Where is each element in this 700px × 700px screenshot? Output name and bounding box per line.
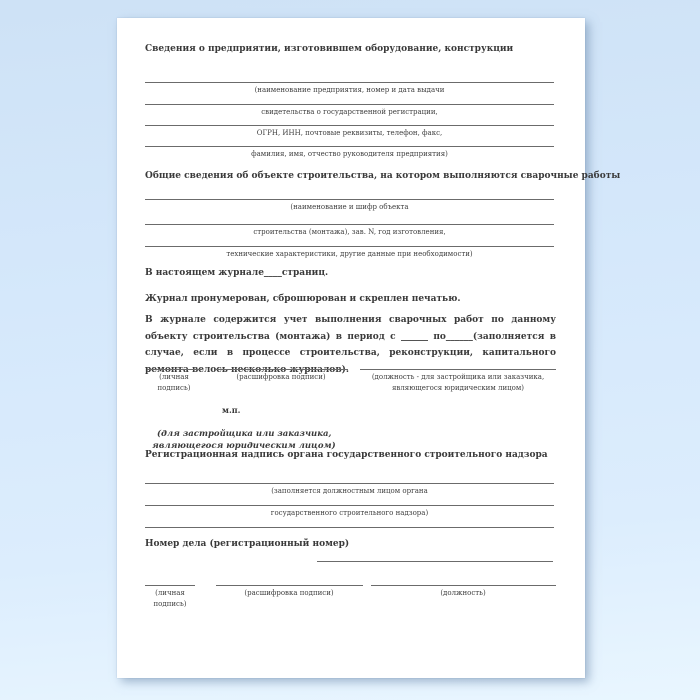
signature-name-caption: (расшифровка подписи) — [244, 589, 334, 597]
line-caption: (наименование предприятия, номер и дата выдачи — [254, 86, 445, 94]
signature-position-caption: (должность) — [440, 589, 486, 597]
write-in-line — [145, 505, 554, 506]
case-number-line — [317, 561, 553, 562]
stamp-note-line-2: являющегося юридическим лицом) — [152, 441, 336, 451]
line-caption: государственного строительного надзора) — [270, 509, 429, 517]
stamp-note-line-1: (для застройщика или заказчика, — [157, 429, 332, 439]
line-caption: ОГРН, ИНН, почтовые реквизиты, телефон, факс, — [256, 129, 443, 137]
signature-name-line — [216, 585, 363, 586]
write-in-line — [145, 104, 554, 105]
write-in-line — [145, 199, 554, 200]
manufacturer-section-title: Сведения о предприятии, изготовившем оборудование, конструкции — [145, 44, 514, 54]
write-in-line — [145, 246, 554, 247]
write-in-line — [145, 82, 554, 83]
pages-statement: В настоящем журнале____страниц. — [145, 268, 329, 278]
registration-section-title: Регистрационная надпись органа государственного строительного надзора — [145, 450, 548, 460]
signature-line — [145, 585, 195, 586]
line-caption: технические характеристики, другие данные при необходимости) — [226, 250, 473, 258]
write-in-line — [145, 146, 554, 147]
form-page — [117, 18, 621, 678]
signature-position-line — [360, 369, 556, 370]
line-caption: (заполняется должностным лицом органа — [271, 487, 428, 495]
signature-position-caption: (должность - для застройщика или заказчика, являющегося юридическим лицом) — [371, 373, 545, 392]
write-in-line — [145, 125, 554, 126]
signature-caption: (личная подпись) — [157, 373, 191, 392]
line-caption: строительства (монтажа), зав. N, год изготовления, — [253, 228, 446, 236]
write-in-line — [145, 527, 554, 528]
stamp-place-abbr: м.п. — [222, 405, 241, 415]
case-number-label: Номер дела (регистрационный номер) — [145, 539, 350, 549]
line-caption: (наименование и шифр объекта — [290, 203, 409, 211]
signature-name-line — [215, 369, 348, 370]
object-section-title: Общие сведения об объекте строительства, на котором выполняются сварочные работы — [145, 171, 621, 181]
signature-line — [147, 369, 202, 370]
signature-caption: (личная подпись) — [153, 589, 187, 608]
period-statement: В журнале содержится учет выполнения сварочных работ по данному объекту строительства (монтажа) в период с ______ по______(заполняется в случае, если в процессе строительства, реконструкции, капитального ремонта велось несколько журналов). — [145, 315, 556, 375]
line-caption: фамилия, имя, отчество руководителя предприятия) — [251, 150, 448, 158]
line-caption: свидетельства о государственной регистрации, — [261, 108, 438, 116]
signature-name-caption: (расшифровка подписи) — [236, 373, 326, 381]
signature-position-line — [371, 585, 556, 586]
write-in-line — [145, 224, 554, 225]
write-in-line — [145, 483, 554, 484]
binding-statement: Журнал пронумерован, сброшюрован и скреплен печатью. — [145, 294, 461, 304]
